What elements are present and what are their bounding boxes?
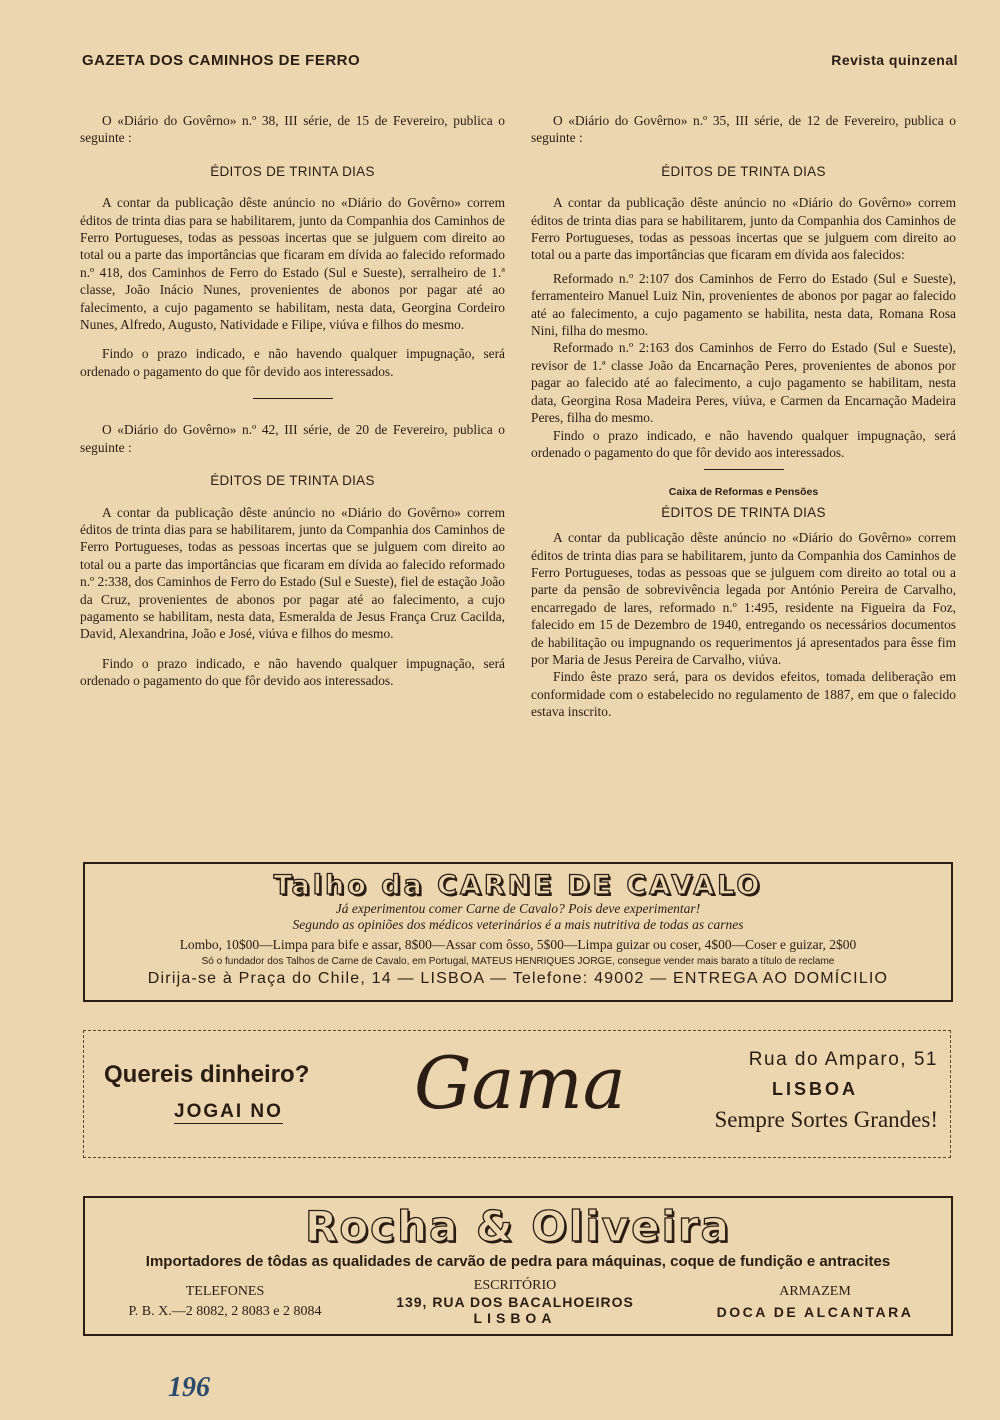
divider [253, 398, 333, 399]
notice-body: Reformado n.º 2:163 dos Caminhos de Ferro do Estado (Sul e Sueste), revisor de 1.ª classe João da Encarnação Peres, provenientes de abonos por pagar ao falecido até ao falecimento, a cujo pagamento se habilitam, nesta data, Georgina Rosa Madeira Peres, viúva, e Carmen da Encarnação Madeira Peres, filha do mesmo. [531, 340, 956, 426]
ad-play: JOGAI NO [174, 1101, 283, 1122]
ad-question: Quereis dinheiro? [104, 1061, 310, 1088]
notice-body: A contar da publicação dêste anúncio no «Diário do Govêrno» correm éditos de trinta dias para se habilitarem, junto da Companhia dos Caminhos de Ferro Portugueses, todas as pessoas incertas que se julguem com direito ao total ou a parte das importâncias que ficaram em dívida ao falecido reformado n.º 418, dos Caminhos de Ferro do Estado (Sul e Sueste), serralheiro de 1.ª classe, João Inácio Nunes, provenientes de abonos por pagar até ao falecimento, a cujo pagamento se habilitam, nesta data, Georgina Cordeiro Nunes, Alfredo, Augusto, Natividade e Filipe, viúva e filhos do mesmo. [80, 195, 505, 333]
ad-title: Rocha & Oliveira [304, 1202, 732, 1251]
ad-phones [95, 1284, 355, 1320]
office-label: ESCRITÓRIO [473, 1278, 557, 1293]
ad-street: Rua do Amparo, 51 [748, 1049, 938, 1070]
magazine-subtitle: Revista quinzenal [831, 52, 958, 68]
notice-heading: ÉDITOS DE TRINTA DIAS [210, 163, 375, 179]
phones-label: TELEFONES [185, 1284, 265, 1299]
page-number: 196 [168, 1372, 210, 1403]
notice-intro: O «Diário do Govêrno» n.º 38, III série, de 15 de Fevereiro, publica o seguinte : [80, 113, 505, 146]
notice-heading: ÉDITOS DE TRINTA DIAS [210, 473, 375, 489]
ad-warehouse [685, 1284, 945, 1320]
phones-numbers: P. B. X.—2 8082, 2 8083 e 2 8084 [128, 1304, 322, 1319]
ad-rocha-oliveira [83, 1196, 953, 1336]
ad-tagline: Importadores de tôdas as qualidades de carvão de pedra para máquinas, coque de fundição e antracites [145, 1253, 891, 1270]
notice-intro: O «Diário do Govêrno» n.º 42, III série, de 20 de Fevereiro, publica o seguinte : [80, 422, 505, 455]
office-address: 139, RUA DOS BACALHOEIROS [396, 1294, 634, 1310]
left-column [80, 112, 505, 690]
ad-brand-logo: Gama [414, 1041, 626, 1125]
ad-city: LISBOA [771, 1079, 858, 1099]
ad-slogan: Sempre Sortes Grandes! [714, 1107, 938, 1132]
office-city: LISBOA [473, 1310, 557, 1326]
ad-address: Dirija-se à Praça do Chile, 14 — LISBOA — Telefone: 49002 — ENTREGA AO DOMÍCILIO [147, 970, 889, 987]
magazine-title: GAZETA DOS CAMINHOS DE FERRO [82, 52, 361, 69]
notice-heading: ÉDITOS DE TRINTA DIAS [661, 163, 826, 179]
ad-founder: Só o fundador dos Talhos de Carne de Cavalo, em Portugal, MATEUS HENRIQUES JORGE, consegue vender mais barato a título de reclame [201, 956, 835, 967]
warehouse-address: DOCA DE ALCANTARA [716, 1304, 914, 1320]
ad-line: Segundo as opiniões dos médicos veterinários é a mais nutritiva de todas as carnes [292, 917, 744, 932]
notice-intro: O «Diário do Govêrno» n.º 35, III série, de 12 de Fevereiro, publica o seguinte : [531, 113, 956, 146]
warehouse-label: ARMAZEM [779, 1284, 851, 1299]
notice-closing: Findo êste prazo será, para os devidos efeitos, tomada deliberação em conformidade com o estabelecido no regulamento de 1887, em que o falecido estava inscrito. [531, 669, 956, 720]
notice-heading: ÉDITOS DE TRINTA DIAS [661, 504, 826, 520]
ad-prices: Lombo, 10$00—Limpa para bife e assar, 8$00—Assar com ôsso, 5$00—Limpa guizar ou coser, 4$00—Coser e guizar, 2$00 [179, 937, 857, 952]
right-column [531, 112, 956, 721]
divider [704, 469, 784, 470]
ad-gama [83, 1030, 951, 1158]
notice-body: A contar da publicação dêste anúncio no «Diário do Govêrno» correm éditos de trinta dias para se habilitarem, junto da Companhia dos Caminhos de Ferro Portugueses, todas as pessoas que se julguem com direito ao total ou a parte da pensão de sobrevivência legada por António Pereira de Carvalho, encarregado de lares, reformado n.º 1:495, residente na Figueira da Foz, falecido em 15 de Dezembro de 1940, entregando os necessários documentos de habilitação ou impugnando os requerimentos já apresentados para êsse fim por Maria de Jesus Pereira de Carvalho, viúva. [531, 530, 956, 667]
ad-title: Talho da CARNE DE CAVALO [273, 870, 763, 901]
notice-closing: Findo o prazo indicado, e não havendo qualquer impugnação, será ordenado o pagamento do que fôr devido aos interessados. [80, 655, 505, 689]
ad-line: Já experimentou comer Carne de Cavalo? Pois deve experimentar! [335, 901, 701, 916]
ad-office [365, 1278, 665, 1326]
notice-subheading: Caixa de Reformas e Pensões [668, 486, 819, 499]
notice-body: A contar da publicação dêste anúncio no «Diário do Govêrno» correm éditos de trinta dias para se habilitarem, junto da Companhia dos Caminhos de Ferro Portugueses, todas as pessoas incertas que se julguem com direito ao total ou a parte das importâncias que ficaram em dívida ao falecido reformado n.º 2:338, dos Caminhos de Ferro do Estado (Sul e Sueste), fiel de estação João da Cruz, provenientes de abonos por pagar até ao falecimento, a cujo pagamento se habilitam, nesta data, Esmeralda de Jesus França Cruz Cacilda, David, Alexandrina, João e José, viúva e filhos do mesmo. [80, 504, 505, 642]
notice-body: Reformado n.º 2:107 dos Caminhos de Ferro do Estado (Sul e Sueste), ferramenteiro Manuel Luiz Nin, provenientes de abonos por pagar ao falecido até ao falecimento, a cujo pagamento se habilita, nesta data, Romana Rosa Nini, filha do mesmo. [531, 270, 956, 339]
notice-closing: Findo o prazo indicado, e não havendo qualquer impugnação, será ordenado o pagamento do que fôr devido aos interessados. [80, 346, 505, 379]
ad-carne-de-cavalo [83, 862, 953, 1002]
notice-closing: Findo o prazo indicado, e não havendo qualquer impugnação, será ordenado o pagamento do que fôr devido aos interessados. [531, 427, 956, 460]
notice-body: A contar da publicação dêste anúncio no «Diário do Govêrno» correm éditos de trinta dias para se habilitarem, junto da Companhia dos Caminhos de Ferro Portugueses, todas as pessoas incertas que se julguem com direito ao total ou a parte das importâncias que ficaram em dívida aos falecidos: [531, 195, 956, 263]
